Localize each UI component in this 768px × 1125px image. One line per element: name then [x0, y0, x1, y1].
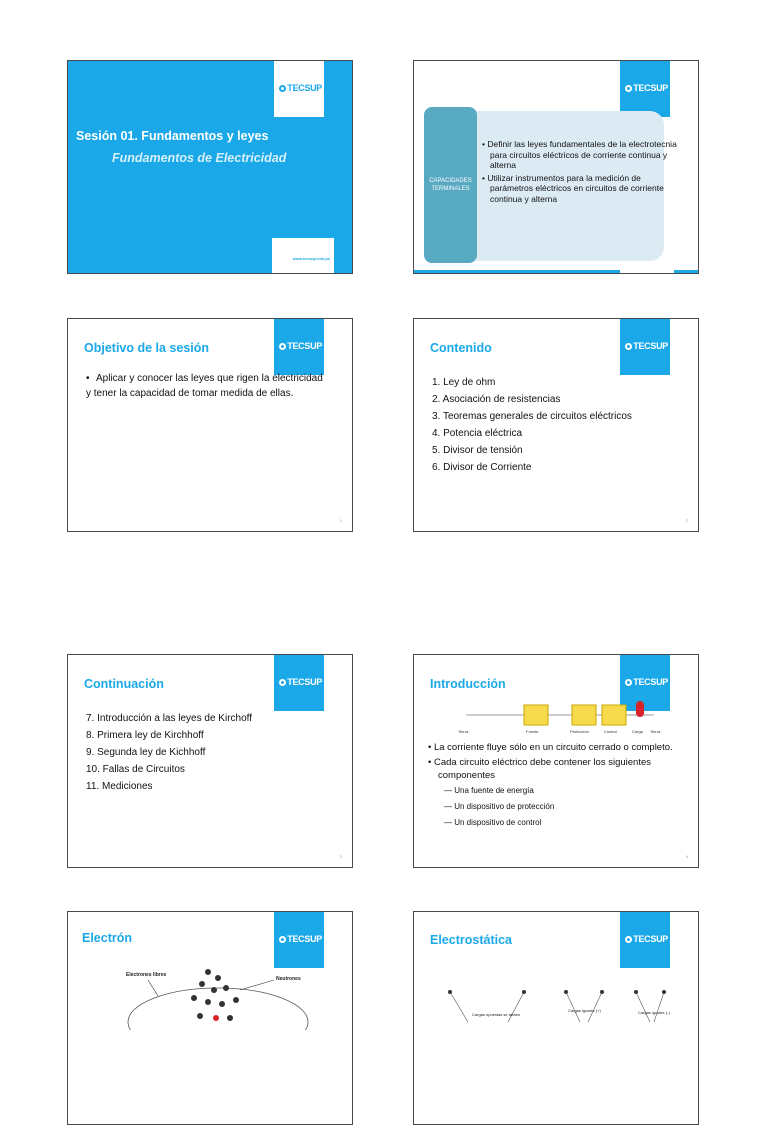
charge-ball — [634, 990, 638, 994]
pendulum-string — [508, 992, 524, 1022]
nucleus-particle — [223, 985, 229, 991]
list-item: 9. Segunda ley de Kichhoff — [86, 747, 206, 758]
tecsup-logo: TECSUP — [279, 934, 322, 944]
label-leader — [240, 980, 274, 990]
tecsup-logo: TECSUP — [625, 677, 668, 687]
pendulum-string — [566, 992, 580, 1022]
load-lamp — [636, 701, 644, 717]
diagram-label: Fuente — [526, 729, 539, 734]
label-leader — [148, 980, 158, 996]
continuacion-list — [86, 713, 252, 798]
charge-ball — [564, 990, 568, 994]
slide-electrostatica — [413, 911, 699, 1125]
charge-ball — [662, 990, 666, 994]
capacidades-list — [482, 139, 678, 206]
list-item: 8. Primera ley de Kirchhoff — [86, 730, 204, 741]
slide-contenido — [413, 318, 699, 532]
logo-icon — [625, 936, 632, 943]
nucleus-particle — [197, 1013, 203, 1019]
title-line-1: Sesión 01. Fundamentos y leyes — [76, 129, 269, 143]
tecsup-logo: TECSUP — [279, 677, 322, 687]
capacidad-item: • Definir las leyes fundamentales de la electrotecnia para circuitos eléctricos de corriente continua y alterna — [482, 139, 677, 170]
title-line-2: Fundamentos de Electricidad — [112, 151, 287, 165]
charge-label: Cargas opuestas se atraen — [472, 1012, 521, 1017]
list-item: 7. Introducción a las leyes de Kirchoff — [86, 713, 253, 724]
logo-icon — [625, 679, 632, 686]
list-item: 11. Mediciones — [86, 781, 153, 792]
page-number: 4 — [685, 854, 688, 859]
list-item: 1. Ley de ohm — [432, 377, 496, 388]
sub-item: — Una fuente de energía — [444, 786, 534, 795]
slide-objetivo — [67, 318, 353, 532]
nucleus-particle — [213, 1015, 219, 1021]
tecsup-logo: TECSUP — [625, 934, 668, 944]
list-item: 6. Divisor de Corriente — [432, 462, 532, 473]
pendulum-string — [588, 992, 602, 1022]
nucleus-particle — [215, 975, 221, 981]
diagram-label: Tierra — [458, 729, 469, 734]
list-item: • La corriente fluye sólo en un circuito cerrado o completo. — [428, 742, 673, 753]
page-number: 1 — [339, 518, 342, 523]
nucleus-particle — [199, 981, 205, 987]
diagram-label: Control — [604, 729, 617, 734]
pendulum-string — [450, 992, 468, 1022]
list-item: • Cada circuito eléctrico debe contener los siguientes componentes — [428, 757, 652, 781]
charge-ball — [448, 990, 452, 994]
atom-label: Electrones libres — [126, 972, 167, 978]
slide-heading: Objetivo de la sesión — [84, 341, 210, 355]
list-item: 3. Teoremas generales de circuitos eléctricos — [432, 411, 632, 422]
list-item: 2. Asociación de resistencias — [432, 394, 561, 405]
logo-icon — [625, 343, 632, 350]
bottom-bar — [674, 270, 698, 273]
diagram-label: Carga — [632, 729, 643, 734]
charges-diagram — [428, 986, 688, 1026]
capacidades-label: CAPACIDADES TERMINALES — [424, 107, 477, 263]
diagram-label: Protección — [570, 729, 589, 734]
slide-capacidades — [413, 60, 699, 274]
charge-label: Cargas iguales (-) — [638, 1010, 670, 1015]
tecsup-logo: TECSUP — [279, 83, 322, 93]
diagram-label: Tierra — [650, 729, 661, 734]
pendulum-string — [636, 992, 650, 1022]
atom-diagram — [118, 960, 318, 1030]
nucleus-particle — [227, 1015, 233, 1021]
logo-icon — [279, 85, 286, 92]
nucleus-particle — [211, 987, 217, 993]
slide-heading: Electrón — [82, 931, 133, 945]
slide-continuacion — [67, 654, 353, 868]
footer-url: www.tecsup.edu.pe — [292, 256, 330, 261]
nucleus-particle — [191, 995, 197, 1001]
objetivo-text: • Aplicar y conocer las leyes que rigen la electricidad y tener la capacidad de tomar medida de ellas. — [86, 373, 323, 399]
slide-heading: Continuación — [84, 677, 164, 691]
logo-icon — [625, 85, 632, 92]
list-item: 5. Divisor de tensión — [432, 445, 523, 456]
sub-item: — Un dispositivo de control — [444, 818, 542, 827]
charge-ball — [600, 990, 604, 994]
nucleus-particle — [205, 969, 211, 975]
list-item: 4. Potencia eléctrica — [432, 428, 523, 439]
tecsup-logo: TECSUP — [625, 341, 668, 351]
tecsup-logo: TECSUP — [279, 341, 322, 351]
slide-heading: Introducción — [430, 677, 506, 691]
sub-item: — Un dispositivo de protección — [444, 802, 555, 811]
slide-heading: Contenido — [430, 341, 492, 355]
introduccion-list — [428, 741, 690, 832]
page-number: 3 — [339, 854, 342, 859]
charge-ball — [522, 990, 526, 994]
source-block — [524, 705, 548, 725]
contenido-list — [432, 377, 632, 479]
control-block — [602, 705, 626, 725]
logo-icon — [279, 679, 286, 686]
circuit-diagram — [454, 699, 664, 737]
list-item: 10. Fallas de Circuitos — [86, 764, 185, 775]
bottom-bar — [414, 270, 620, 273]
nucleus-particle — [205, 999, 211, 1005]
page-number: 2 — [685, 518, 688, 523]
logo-icon — [279, 343, 286, 350]
slide-electron — [67, 911, 353, 1125]
capacidad-item: • Utilizar instrumentos para la medición de parámetros eléctricos en circuitos de corriente continua y alterna — [482, 172, 664, 204]
protection-block — [572, 705, 596, 725]
pendulum-string — [654, 992, 664, 1022]
slide-heading: Electrostática — [430, 933, 512, 947]
tecsup-logo: TECSUP — [625, 83, 668, 93]
logo-icon — [279, 936, 286, 943]
charge-label: Cargas iguales (+) — [568, 1008, 601, 1013]
nucleus-particle — [219, 1001, 225, 1007]
slide-title — [67, 60, 353, 274]
nucleus-particle — [233, 997, 239, 1003]
slide-introduccion — [413, 654, 699, 868]
atom-label: Neutrones — [276, 976, 301, 982]
